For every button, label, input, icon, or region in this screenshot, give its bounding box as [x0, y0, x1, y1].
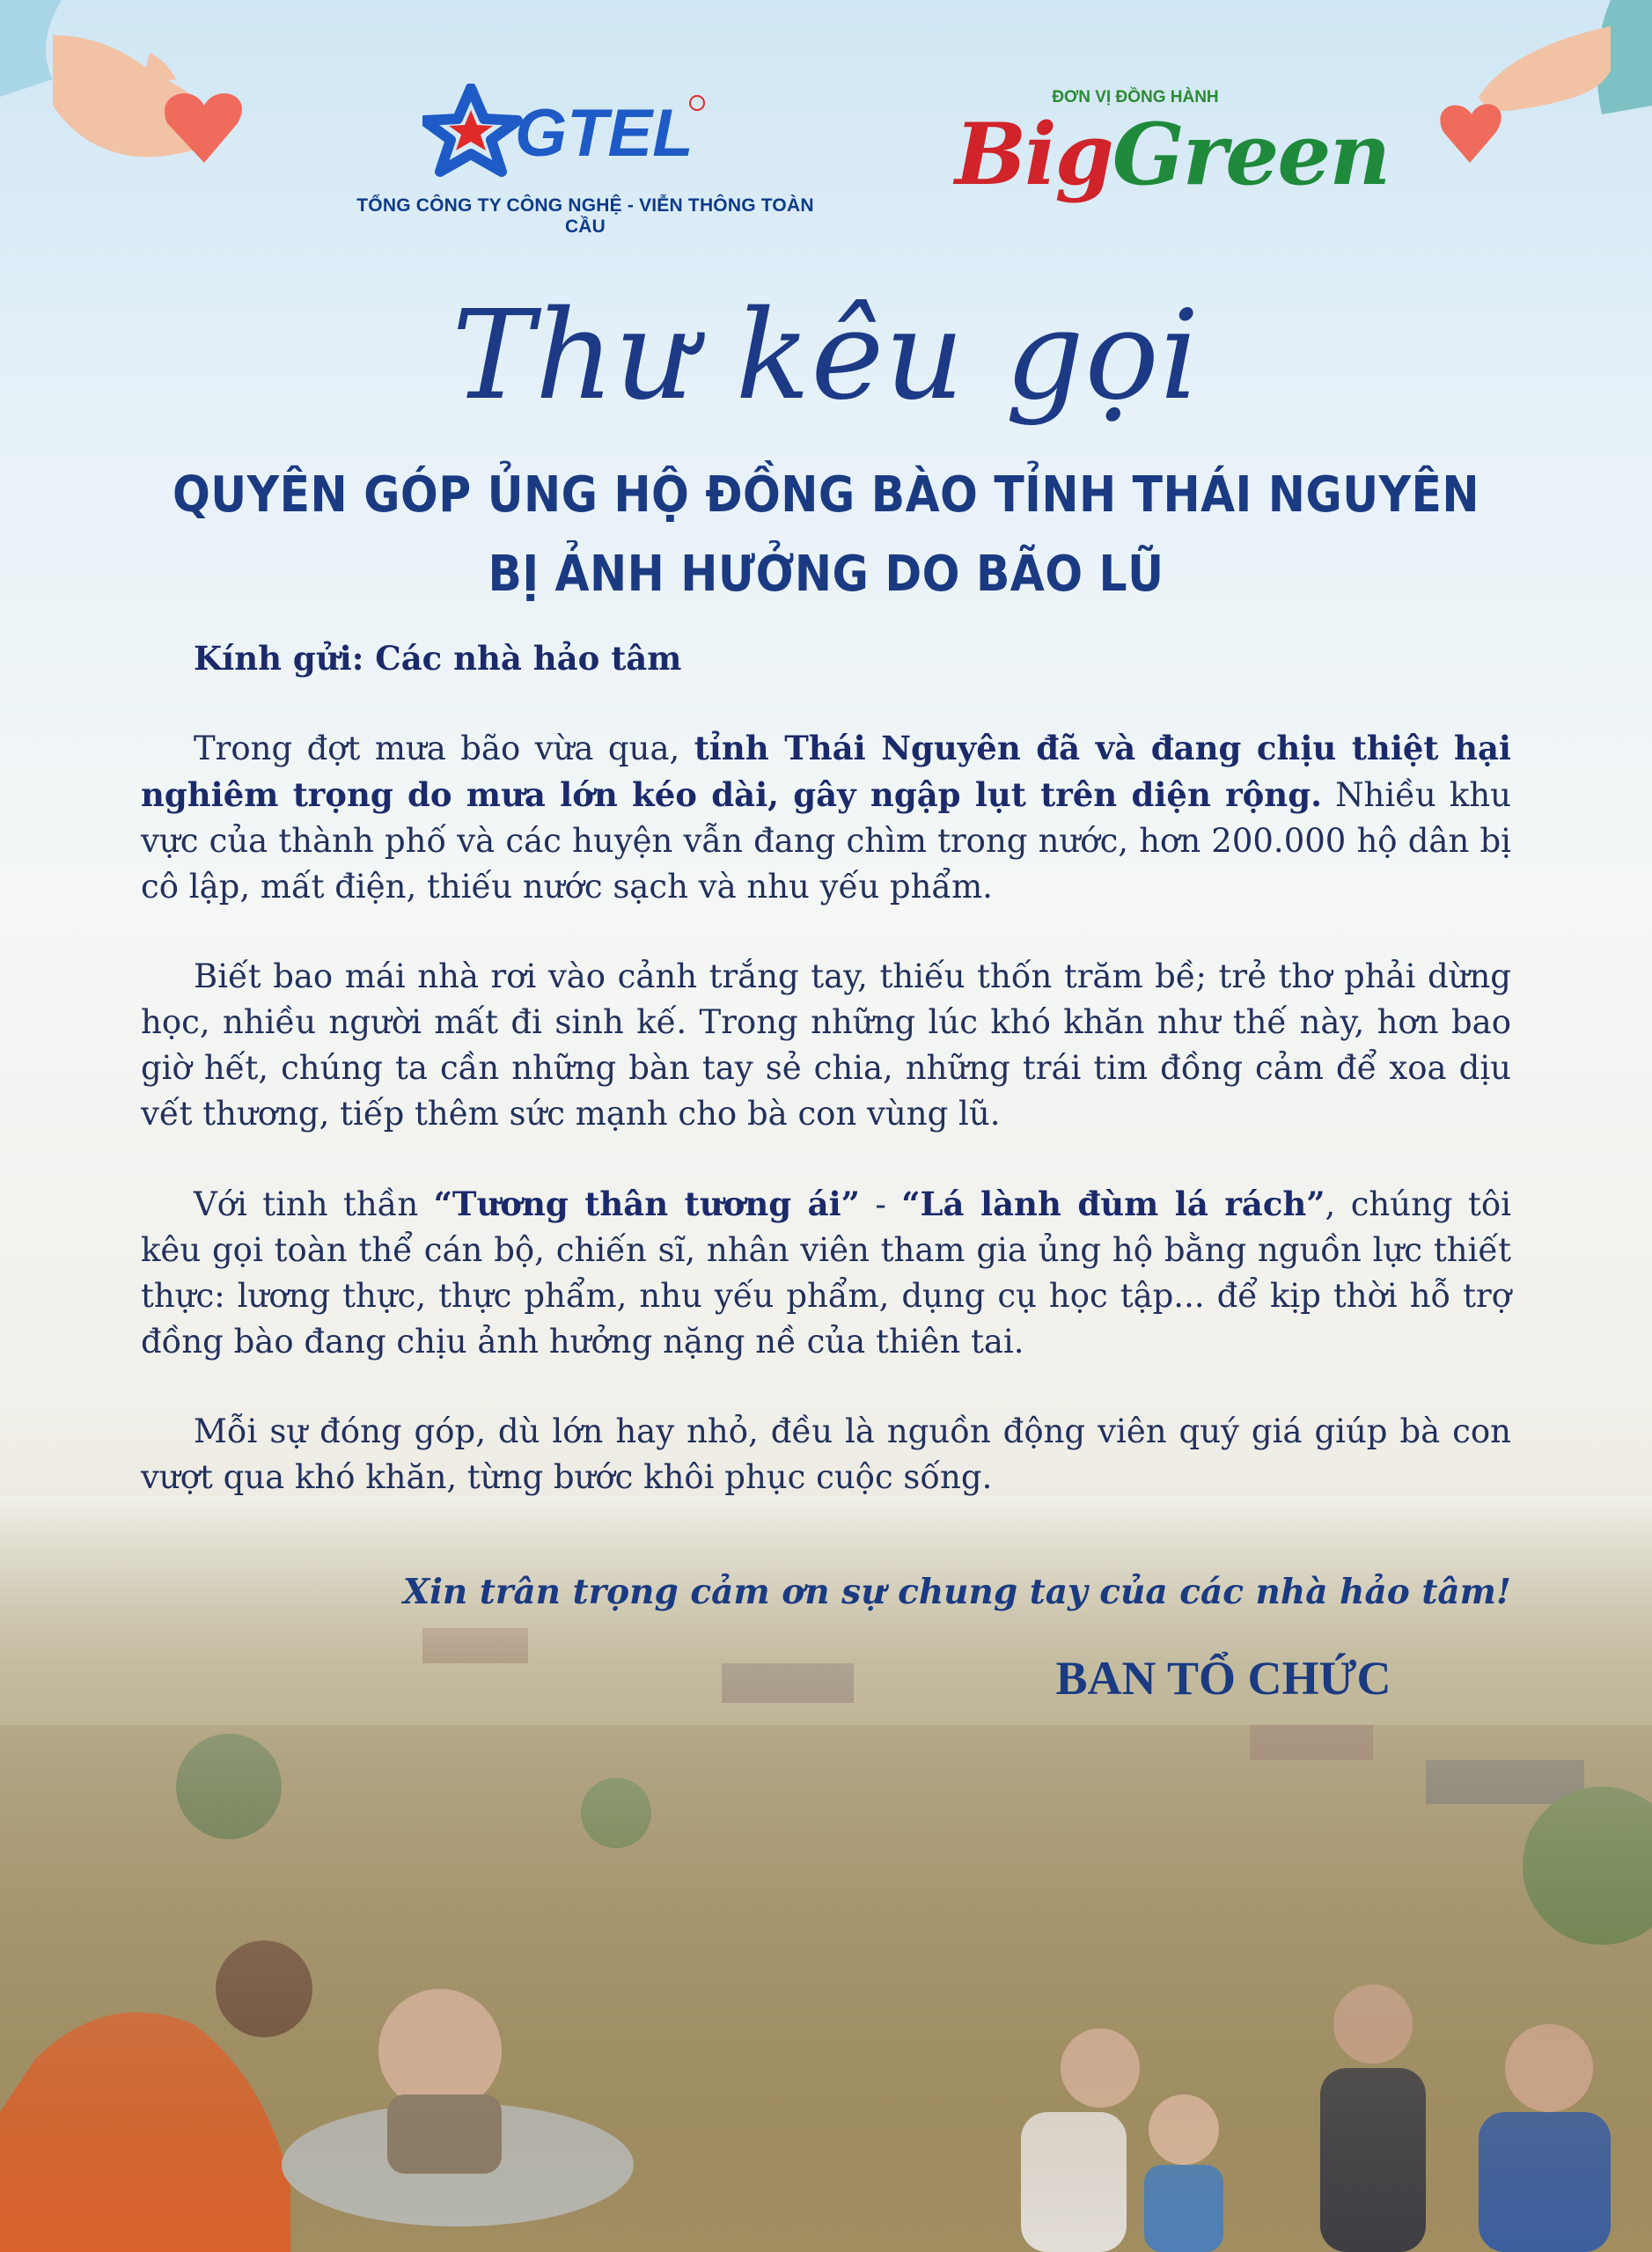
big-green-logo-green: Green	[1112, 105, 1390, 204]
headline-line-1: QUYÊN GÓP ỦNG HỘ ĐỒNG BÀO TỈNH THÁI NGUYÊN	[172, 466, 1480, 524]
paragraph-3	[141, 1181, 1511, 1365]
script-title: Thư kêu gọi	[452, 284, 1200, 428]
thanks-line: Xin trân trọng cảm ơn sự chung tay của các nhà hảo tâm!	[402, 1572, 1511, 1612]
paragraph-3-end: , chúng tôi kêu gọi toàn thể cán bộ, chiến sĩ, nhân viên tham gia ủng hộ bằng nguồn lực thiết thực: lương thực, thực phẩm, nhu yếu phẩm, dụng cụ học tập... để kịp thời hỗ trợ đồng bào đang chịu ảnh hưởng nặng nề của thiên tai.	[141, 1185, 1511, 1361]
quote-2: “Lá lành đùm lá rách”	[901, 1185, 1325, 1223]
hand-with-heart-icon	[1373, 0, 1652, 176]
paragraph-1	[141, 725, 1511, 910]
hand-with-heart-icon	[0, 0, 264, 176]
greeting: Kính gửi: Các nhà hảo tâm	[194, 639, 682, 678]
partner-label: ĐƠN VỊ ĐỒNG HÀNH	[1052, 88, 1219, 106]
paragraph-3-start: Với tinh thần	[194, 1185, 434, 1223]
signature: BAN TỔ CHỨC	[1055, 1652, 1391, 1705]
paragraph-1-bold: tỉnh Thái Nguyên đã và đang chịu thiệt hại nghiêm trọng do mưa lớn kéo dài, gây ngập lụt trên diện rộng.	[141, 729, 1511, 814]
gtel-logo	[422, 84, 713, 180]
paragraph-1-end: Nhiều khu vực của thành phố và các huyện vẫn đang chìm trong nước, hơn 200.000 hộ dân bị cô lập, mất điện, thiếu nước sạch và nhu yếu phẩm.	[141, 776, 1512, 906]
quote-1: “Tương thân tương ái”	[433, 1185, 860, 1223]
big-green-logo	[955, 105, 1390, 204]
quote-separator: -	[859, 1185, 902, 1223]
letter-body	[141, 635, 1511, 1544]
headline-line-2: BỊ ẢNH HƯỞNG DO BÃO LŨ	[488, 546, 1164, 603]
gtel-logo-text: GTEL	[515, 96, 694, 171]
paragraph-1-start: Trong đợt mưa bão vừa qua,	[194, 730, 694, 767]
gtel-tagline: TỔNG CÔNG TY CÔNG NGHỆ - VIỄN THÔNG TOÀN CẦU	[356, 195, 814, 237]
paragraph-2: Biết bao mái nhà rơi vào cảnh trắng tay, thiếu thốn trăm bề; trẻ thơ phải dừng học, nhiều người mất đi sinh kế. Trong những lúc khó khăn như thế này, hơn bao giờ hết, chúng ta cần những bàn tay sẻ chia, những trái tim đồng cảm để xoa dịu vết thương, tiếp thêm sức mạnh cho bà con vùng lũ.	[141, 957, 1511, 1133]
big-green-logo-big: Big	[955, 105, 1112, 204]
paragraph-4: Mỗi sự đóng góp, dù lớn hay nhỏ, đều là nguồn động viên quý giá giúp bà con vượt qua khó khăn, từng bước khôi phục cuộc sống.	[141, 1412, 1511, 1496]
